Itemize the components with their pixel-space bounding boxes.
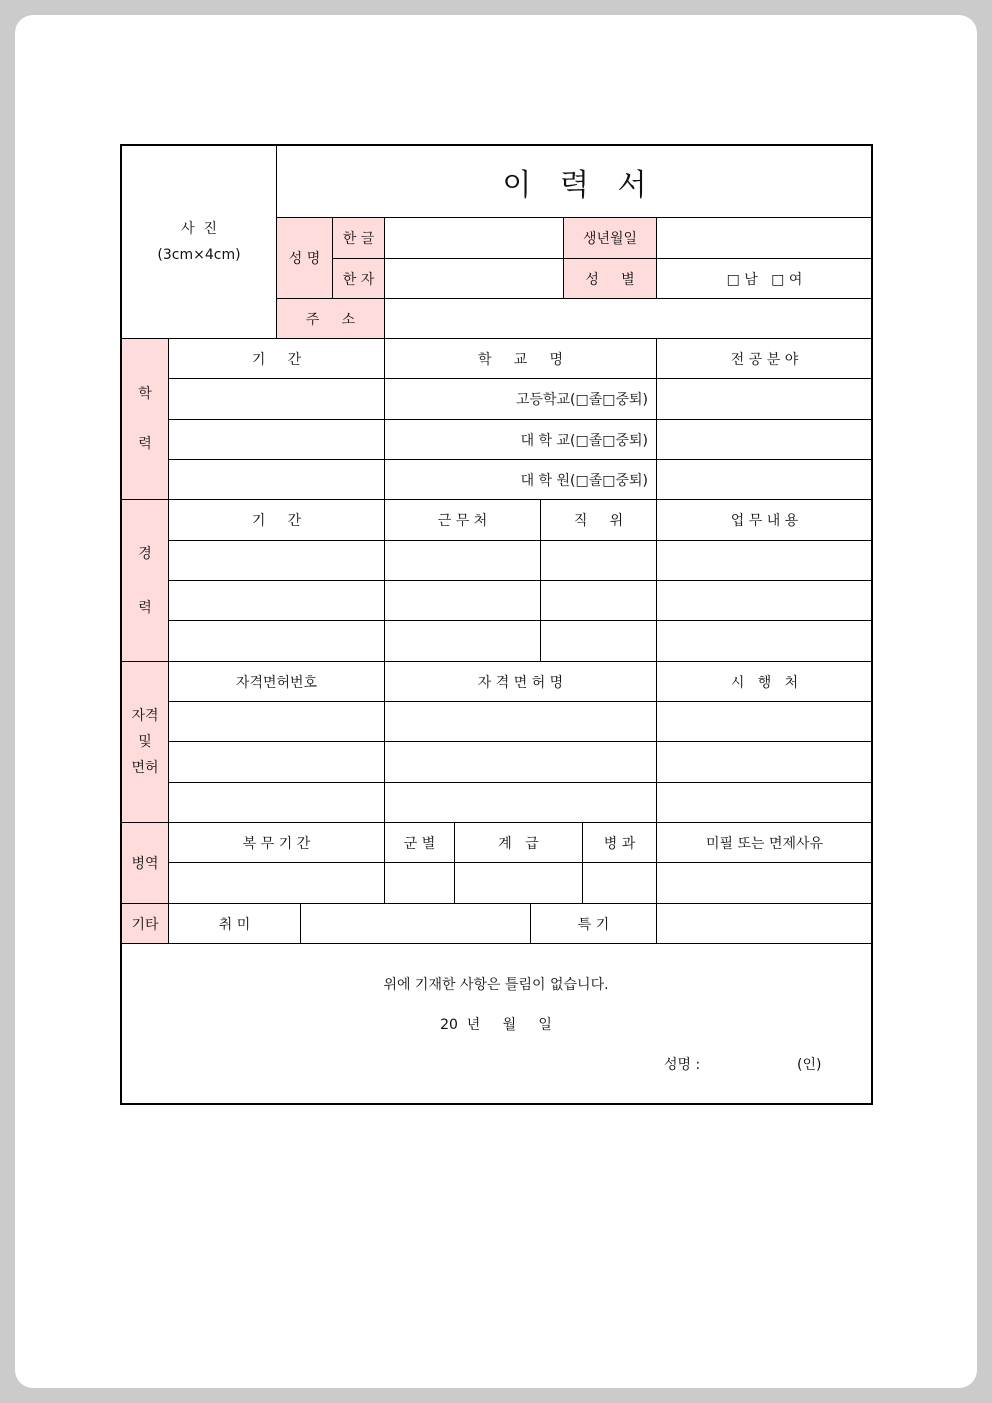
career-field[interactable] (540, 580, 657, 621)
license-header-number: 자격면허번호 (168, 661, 385, 702)
license-header-issuer: 시 행 처 (656, 661, 873, 702)
military-field[interactable] (656, 862, 873, 904)
etc-label: 기타 (121, 903, 169, 944)
license-field[interactable] (384, 701, 657, 742)
career-field[interactable] (384, 580, 541, 621)
license-label-1: 자격 (131, 708, 159, 724)
hanja-name-field[interactable] (384, 258, 564, 299)
career-label (121, 499, 169, 662)
hangul-label: 한 글 (332, 217, 385, 259)
military-header-specialty: 병 과 (582, 822, 657, 863)
education-major-field[interactable] (656, 378, 873, 420)
declaration-statement: 위에 기재한 사항은 틀림이 없습니다. (383, 977, 609, 993)
career-field[interactable] (168, 540, 385, 581)
photo-box (121, 145, 277, 339)
military-field[interactable] (384, 862, 455, 904)
military-label: 병역 (121, 822, 169, 904)
hobby-field[interactable] (300, 903, 531, 944)
birth-field[interactable] (656, 217, 873, 259)
license-field[interactable] (168, 741, 385, 783)
gender-label: 성 별 (563, 258, 657, 299)
license-field[interactable] (168, 701, 385, 742)
hangul-name-field[interactable] (384, 217, 564, 259)
license-field[interactable] (384, 782, 657, 823)
career-field[interactable] (656, 580, 873, 621)
career-header-duties: 업 무 내 용 (656, 499, 873, 541)
education-school[interactable]: 대 학 원(□졸□중퇴) (384, 459, 657, 500)
education-school[interactable]: 대 학 교(□졸□중퇴) (384, 419, 657, 460)
license-field[interactable] (384, 741, 657, 783)
page-title: 이 력 서 (276, 145, 873, 218)
photo-label: 사 진 (181, 221, 217, 237)
career-header-position: 직 위 (540, 499, 657, 541)
photo-size: (3cm×4cm) (157, 247, 241, 263)
education-label-2: 력 (138, 436, 152, 452)
license-header-name: 자 격 면 허 명 (384, 661, 657, 702)
license-field[interactable] (656, 701, 873, 742)
education-header-school: 학 교 명 (384, 338, 657, 379)
military-field[interactable] (454, 862, 583, 904)
address-label: 주 소 (276, 298, 385, 339)
career-field[interactable] (168, 620, 385, 662)
license-field[interactable] (656, 782, 873, 823)
skill-field[interactable] (656, 903, 873, 944)
career-field[interactable] (384, 540, 541, 581)
education-period-field[interactable] (168, 459, 385, 500)
military-header-exemption: 미필 또는 면제사유 (656, 822, 873, 863)
career-label-2: 력 (138, 599, 152, 616)
career-field[interactable] (384, 620, 541, 662)
military-field[interactable] (168, 862, 385, 904)
education-label (121, 338, 169, 500)
hanja-label: 한 자 (332, 258, 385, 299)
education-header-period: 기 간 (168, 338, 385, 379)
career-field[interactable] (656, 620, 873, 662)
education-school[interactable]: 고등학교(□졸□중퇴) (384, 378, 657, 420)
education-major-field[interactable] (656, 419, 873, 460)
military-header-rank: 계 급 (454, 822, 583, 863)
hobby-label: 취 미 (168, 903, 301, 944)
license-label-2: 및 (138, 734, 152, 750)
career-field[interactable] (168, 580, 385, 621)
seal-mark[interactable]: (인) (797, 1057, 822, 1073)
name-label: 성 명 (276, 217, 333, 299)
address-field[interactable] (384, 298, 873, 339)
education-period-field[interactable] (168, 378, 385, 420)
birth-label: 생년월일 (563, 217, 657, 259)
career-label-1: 경 (138, 545, 152, 562)
education-major-field[interactable] (656, 459, 873, 500)
education-header-major: 전 공 분 야 (656, 338, 873, 379)
military-header-branch: 군 별 (384, 822, 455, 863)
declaration-date: 20 년 월 일 (440, 1017, 552, 1033)
education-label-1: 학 (138, 386, 152, 402)
career-header-company: 근 무 처 (384, 499, 541, 541)
career-header-period: 기 간 (168, 499, 385, 541)
career-field[interactable] (540, 540, 657, 581)
gender-options[interactable]: □ 남 □ 여 (656, 258, 873, 299)
career-field[interactable] (656, 540, 873, 581)
education-period-field[interactable] (168, 419, 385, 460)
license-field[interactable] (656, 741, 873, 783)
military-field[interactable] (582, 862, 657, 904)
signature-label: 성명 : (664, 1057, 701, 1073)
license-label-3: 면허 (131, 760, 159, 776)
career-field[interactable] (540, 620, 657, 662)
skill-label: 특 기 (530, 903, 657, 944)
license-label (121, 661, 169, 823)
license-field[interactable] (168, 782, 385, 823)
military-header-period: 복 무 기 간 (168, 822, 385, 863)
